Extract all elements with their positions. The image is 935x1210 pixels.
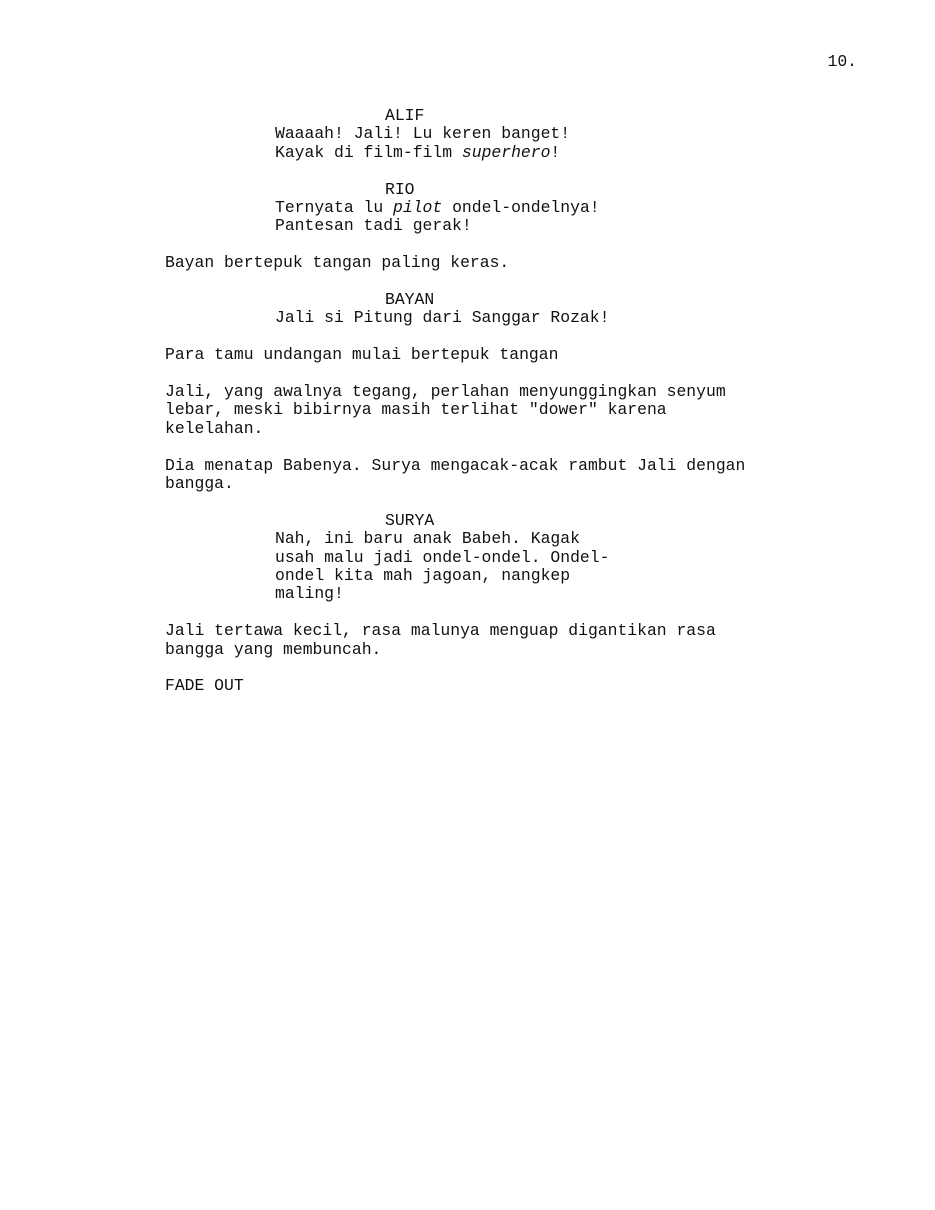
character-name: SURYA xyxy=(385,510,435,530)
emphasis-text: pilot xyxy=(393,198,443,218)
dialogue-text-segment: ! xyxy=(550,142,561,162)
action-line: bangga yang membuncah. xyxy=(165,639,382,659)
action-block xyxy=(165,346,805,364)
dialogue-text xyxy=(165,125,645,162)
dialogue-line: Jali si Pitung dari Sanggar Rozak! xyxy=(275,308,610,328)
transition: FADE OUT xyxy=(165,676,244,696)
dialogue-text-segment: Ternyata lu xyxy=(275,198,394,218)
dialogue-text-segment: Kayak di film-film xyxy=(275,142,462,162)
action-line: Bayan bertepuk tangan paling keras. xyxy=(165,253,510,273)
page-number: 10. xyxy=(827,52,857,71)
dialogue-text-segment: ondel-ondelnya! xyxy=(442,198,600,218)
action-line: Para tamu undangan mulai bertepuk tangan xyxy=(165,345,559,365)
dialogue-line: Waaaah! Jali! Lu keren banget! xyxy=(275,124,571,144)
action-block xyxy=(165,254,805,272)
character-name: ALIF xyxy=(385,106,425,125)
character-name: RIO xyxy=(385,179,415,199)
character-name: BAYAN xyxy=(385,290,435,310)
action-block xyxy=(165,457,805,494)
action-line: Dia menatap Babenya. Surya mengacak-acak rambut Jali dengan xyxy=(165,455,746,475)
action-block xyxy=(165,383,805,438)
action-line: bangga. xyxy=(165,474,234,494)
emphasis-text: superhero xyxy=(461,142,551,162)
dialogue-line xyxy=(275,144,645,162)
action-block xyxy=(165,622,805,659)
dialogue-block-rio xyxy=(165,181,805,236)
dialogue-line: usah malu jadi ondel-ondel. Ondel- xyxy=(275,547,610,567)
dialogue-block-surya xyxy=(165,512,805,604)
script-content xyxy=(165,107,805,714)
transition-block xyxy=(165,677,805,695)
dialogue-text xyxy=(165,199,645,236)
dialogue-line: ondel kita mah jagoan, nangkep xyxy=(275,566,571,586)
action-line: lebar, meski bibirnya masih terlihat "dower" karena xyxy=(165,400,667,420)
dialogue-line xyxy=(275,199,645,217)
action-line: Jali, yang awalnya tegang, perlahan menyunggingkan senyum xyxy=(165,382,726,402)
dialogue-text xyxy=(165,309,645,327)
action-line: kelelahan. xyxy=(165,418,264,438)
dialogue-line: Pantesan tadi gerak! xyxy=(275,216,472,236)
dialogue-block-bayan xyxy=(165,291,805,328)
dialogue-text xyxy=(165,530,645,604)
dialogue-line: Nah, ini baru anak Babeh. Kagak xyxy=(275,529,580,549)
action-line: Jali tertawa kecil, rasa malunya menguap digantikan rasa xyxy=(165,621,716,641)
dialogue-block-alif xyxy=(165,107,805,162)
dialogue-line: maling! xyxy=(275,584,344,604)
